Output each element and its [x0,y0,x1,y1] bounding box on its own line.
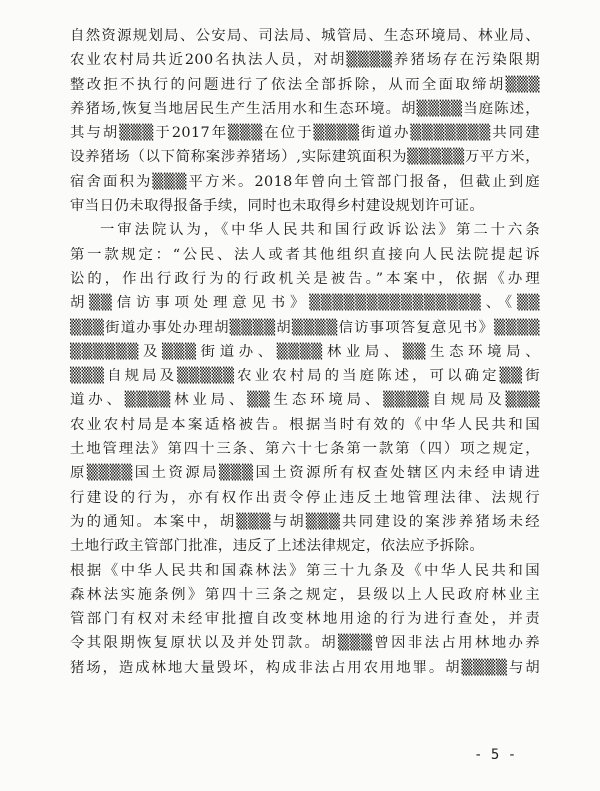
text-line: 设养猪场（以下简称案涉养猪场）,实际建筑面积为▒▒▒▒▒万平方米， [70,149,540,166]
text-line: 自然资源规划局、公安局、司法局、城管局、生态环境局、林业局、 [70,28,540,44]
document-body [70,24,540,680]
text-line: 令其限期恢复原状以及并处罚款。胡▒▒▒曾因非法占用林地办养 [70,635,540,652]
text-line: 整改拒不执行的问题进行了依法全部拆除，从而全面取缔胡▒▒▒ [70,76,540,93]
text-line: 审当日仍未取得报备手续，同时也未取得乡村建设规划许可证。 [70,198,485,215]
text-line: 森林法实施条例》第四十三条之规定，县级以上人民政府林业主 [70,586,540,603]
text-line: ▒▒▒街道办事处办理胡▒▒▒▒胡▒▒▒▒信访事项答复意见书》▒▒▒▒ [70,319,540,336]
text-line: 第一款规定：“公民、法人或者其他组织直接向人民法院提起诉 [70,246,540,263]
text-line: 道办、▒▒▒▒林业局、▒▒生态环境局、▒▒▒▒自规局及▒▒▒ [70,392,540,409]
text-line: 农业农村局共近200名执法人员，对胡▒▒▒▒养猪场存在污染限期 [70,52,540,69]
text-line: 养猪场,恢复当地居民生产生活用水和生态环境。胡▒▒▒▒当庭陈述， [70,100,540,117]
text-line: 胡▒▒信访事项处理意见书》▒▒▒▒▒▒▒▒▒▒▒▒▒▒▒、《▒▒ [70,295,540,312]
text-line: 农业农村局是本案适格被告。根据当时有效的《中华人民共和国 [70,416,540,433]
text-line: ▒▒▒自规局及▒▒▒▒▒农业农村局的当庭陈述，可以确定▒▒街 [70,368,540,385]
text-line: 根据《中华人民共和国森林法》第三十九条及《中华人民共和国 [70,562,540,579]
text-line: 一审法院认为，《中华人民共和国行政诉讼法》第二十六条 [100,222,540,239]
text-line: 猪场，造成林地大量毁坏，构成非法占用农用地罪。胡▒▒▒▒与胡 [70,659,540,676]
text-line: 行建设的行为，亦有权作出责令停止违反土地管理法律、法规行 [70,489,540,506]
text-line: 宿舍面积为▒▒▒平方米。2018年曾向土管部门报备，但截止到庭 [70,173,540,190]
text-line: 管部门有权对未经审批擅自改变林地用途的行为进行查处，并责 [70,611,540,628]
text-line: 为的通知。本案中，胡▒▒▒与胡▒▒▒共同建设的案涉养猪场未经 [70,513,540,530]
text-line: 土地行政主管部门批准，违反了上述法律规定，依法应予拆除。 [70,538,485,555]
text-line: 原▒▒▒▒国土资源局▒▒▒国土资源所有权查处辖区内未经申请进 [70,465,540,482]
page-number: - 5 - [474,747,517,763]
text-line: 讼的，作出行政行为的行政机关是被告。”本案中，依据《办理 [70,270,540,287]
text-line: 土地管理法》第四十三条、第六十七条第一款第（四）项之规定， [70,441,540,458]
text-line: 其与胡▒▒▒于2017年▒▒▒在位于▒▒▒▒街道办▒▒▒▒▒▒▒共同建 [70,125,540,142]
text-line: ▒▒▒▒▒▒及▒▒▒街道办、▒▒▒▒林业局、▒▒生态环境局、 [70,343,540,360]
